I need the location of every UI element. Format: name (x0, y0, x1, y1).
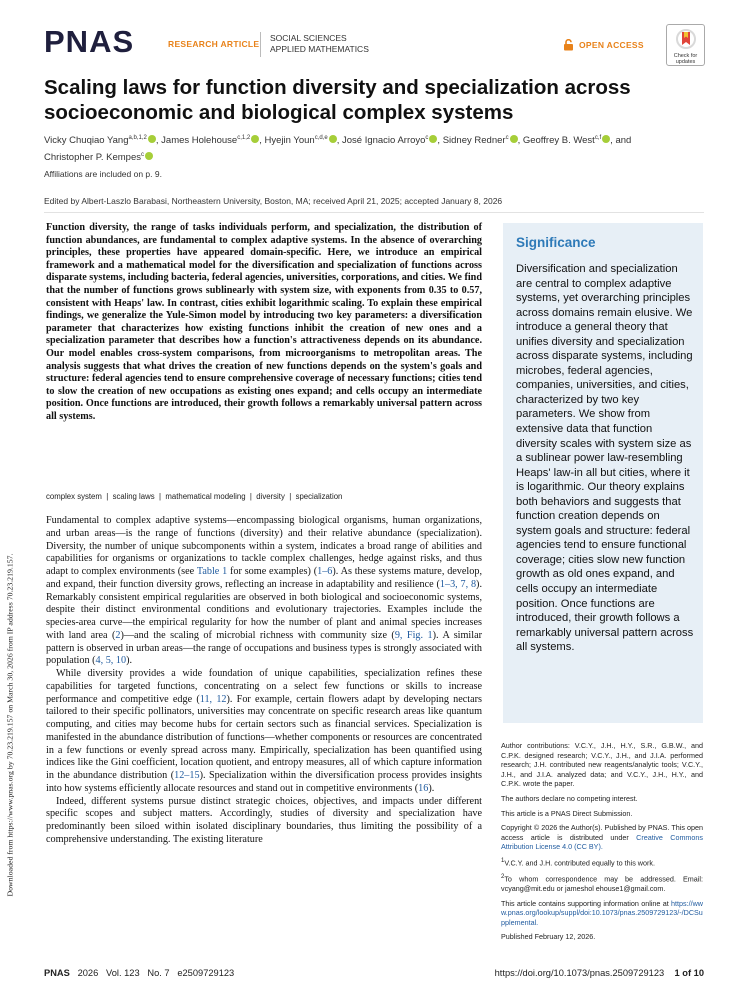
header-rule (44, 212, 704, 213)
keyword: diversity (256, 492, 285, 501)
body-text: Fundamental to complex adaptive systems—encompassing biological organisms, human organizations, and urban areas—is the range of functions (diversity) and their relative abundance (specialization). Diversity, the number of unique subcomponents within a system, indicates a broad range of abilities and capabilities for organisms or organizations to tackle complex challenges, hedge against risks, and thus adapt to complex environments (see (46, 515, 482, 577)
supporting-text: This article contains supporting information online at (501, 898, 672, 908)
footnote-2: $^2$To whom correspondence may be addressed. Email: vcyang@mit.edu or jameshol ehouse1@gmail.com. (501, 873, 703, 893)
keyword: complex system (46, 492, 102, 501)
reference-link[interactable]: 16 (418, 782, 429, 794)
author-name[interactable]: José Ignacio Arroyo (341, 135, 426, 147)
orcid-icon[interactable] (145, 152, 153, 160)
published-date: Published February 12, 2026. (501, 932, 596, 942)
author-list: Vicky Chuqiao Yang$^{a,b,1,2}$ , James Holehouse$^{c,1,2}$ , Hyejin Youn$^{c,d,e}$ , José Ignacio Arroyo$^c$ , Sidney Redner$^c$ , Geoffrey B. West$^{c,f}$ , and Christopher P. Kempes$^c$ (44, 135, 632, 164)
affiliations-note: Affiliations are included on p. 9. (44, 169, 162, 179)
keyword-separator: | (245, 492, 257, 501)
submission-note: This article is a PNAS Direct Submission. (501, 808, 633, 818)
footer-citation (44, 968, 234, 978)
body-paragraph (46, 796, 482, 847)
author-affiliation-marks: c (141, 152, 144, 159)
download-sidebar-text: Downloaded from https://www.pnas.org by 70.23.219.157 on March 30, 2026 from IP address 70.23.219.157. (5, 553, 14, 897)
body-text: Indeed, different systems pursue distinct strategic choices, objectives, and impacts under different specific scopes and subject matters. Accordingly, studies of diversity and specialization have predominantly been siloed within isolated disciplinary boundaries, thus limiting the possibility of a comprehensive understanding. The existing literature (46, 795, 482, 845)
copyright-text: Copyright © 2026 the Author(s). Published by PNAS. This open access article is distributed under (501, 823, 703, 842)
body-text: ). Remarkably consistent empirical regularities are observed in both biological and socioeconomic systems, despite their distinct environmental conditions and evolutionary trajectories. Examples include the species-area curve—the empirical regularity for how the number of plant and animal species increases with land area ( (46, 578, 482, 641)
download-sidebar (4, 490, 15, 960)
reference-link[interactable]: 12–15 (174, 770, 200, 781)
reference-link[interactable]: 9, Fig. 1 (394, 629, 433, 641)
body-text: ). A similar pattern is observed in urban areas—the range of occupations and business types is strongly associated with population ( (46, 629, 483, 667)
copyright-note (501, 823, 703, 852)
journal-logo[interactable]: PNAS (44, 24, 135, 59)
keyword-separator: | (101, 492, 113, 501)
keyword-separator: | (154, 492, 166, 501)
author-name[interactable]: Hyejin Youn (264, 135, 315, 147)
check-for-updates-label: Check for updates (673, 53, 698, 65)
orcid-icon[interactable] (251, 135, 259, 143)
body-text: ). (126, 655, 133, 667)
reference-link[interactable]: 2 (115, 629, 121, 641)
open-access-badge[interactable] (563, 39, 644, 51)
footnote-1: $^1$V.C.Y. and J.H. contributed equally to this work. (501, 857, 655, 868)
orcid-icon[interactable] (510, 135, 518, 143)
keyword: mathematical modeling (165, 492, 246, 501)
reference-link[interactable]: 1–3, 7, 8 (439, 578, 477, 590)
check-for-updates-button[interactable] (666, 24, 705, 66)
body-paragraph (46, 668, 482, 796)
footer-volume: 2026 Vol. 123 No. 7 e2509729123 (77, 968, 235, 978)
open-lock-icon (563, 39, 574, 51)
bookmark-icon (675, 28, 697, 52)
supporting-link[interactable]: https://www.pnas.org/lookup/suppl/doi:10.1073/pnas.2509729123/-/DCSupplemental. (501, 898, 703, 927)
body-text: ). For example, certain flowers adapt by developing nectars tailored to their specific pollinators, universities may concentrate on specific research areas like quantum computing, and cities may become hubs for certain sectors such as financial services. Specialization is manifested in the abundance distribution of functions—whether components or resources are concentrated in a few functions or evenly spread across many. Empirically, specialization has been quantified using indices like the Gini coefficient, location quotient, and entropy measures, all of which capture information in the abundance distribution ( (46, 693, 482, 781)
reference-link[interactable]: 11, 12 (199, 693, 227, 705)
header-divider (260, 32, 261, 57)
body-paragraph (46, 515, 482, 668)
orcid-icon[interactable] (329, 135, 337, 143)
author-affiliation-marks: c,d,e (314, 135, 328, 141)
author-affiliation-marks: c,f (594, 135, 602, 141)
footnote-1-text: V.C.Y. and J.H. contributed equally to this work. (504, 858, 655, 868)
reference-link[interactable]: 1–6 (317, 566, 333, 577)
license-link[interactable]: Creative Commons Attribution License 4.0 (CC BY). (501, 832, 704, 852)
author-contributions: Author contributions: V.C.Y., J.H., H.Y., S.R., G.B.W., and C.P.K. designed research; V.C.Y., J.H., and J.I.A. performed research; J.H. contributed new reagents/analytic tools; V.C.Y., J.H., and J.I.A. analyzed data; and V.C.Y., J.H., H.Y., and C.P.K. wrote the paper. (501, 741, 703, 789)
body-text: )—and the scaling of microbial richness with community size ( (120, 629, 395, 641)
keyword: scaling laws (112, 492, 155, 501)
body-text: ). As these systems mature, develop, and expand, their function diversity grows, reflecting an increase in adaptability and resilience ( (46, 566, 482, 590)
significance-title: Significance (516, 235, 596, 250)
footer-right (480, 968, 704, 978)
body-text: ). (428, 782, 435, 794)
orcid-icon[interactable] (148, 135, 156, 143)
competing-interest: The authors declare no competing interest. (501, 793, 638, 803)
author-affiliation-marks: c (505, 135, 509, 141)
open-access-label: OPEN ACCESS (579, 40, 644, 50)
edited-by: Edited by Albert-Laszlo Barabasi, Northeastern University, Boston, MA; received April 21, 2025; accepted January 8, 2026 (44, 196, 503, 206)
subject-item: SOCIAL SCIENCES (270, 33, 347, 43)
author-affiliation-marks: a,b,1,2 (128, 135, 147, 141)
author-name[interactable]: Sidney Redner (442, 135, 506, 147)
footer-doi-link[interactable]: https://doi.org/10.1073/pnas.2509729123 (494, 968, 665, 978)
author-name[interactable]: Vicky Chuqiao Yang (44, 135, 129, 147)
keyword-list (46, 492, 482, 501)
supporting-info (501, 899, 703, 928)
subject-item: APPLIED MATHEMATICS (270, 44, 369, 54)
author-name[interactable]: James Holehouse (161, 135, 238, 147)
author-affiliation-marks: c,1,2 (237, 135, 251, 141)
orcid-icon[interactable] (429, 135, 437, 143)
keyword: specialization (295, 492, 343, 501)
body-text: for some examples) ( (227, 566, 318, 577)
main-text (46, 515, 482, 847)
footer-journal: PNAS (44, 968, 70, 978)
body-text: While diversity provides a wide foundation of unique capabilities, specialization refines these capabilities for targeted functions, concentrating on a select few functions or skills to increase performance and competitive edge ( (46, 668, 482, 705)
author-affiliation-marks: c (425, 135, 429, 141)
article-type: RESEARCH ARTICLE (168, 39, 260, 49)
author-name[interactable]: Geoffrey B. West (522, 135, 595, 147)
footnote-2-text: To whom correspondence may be addressed. Email: vcyang@mit.edu or jameshol ehouse1@gmail.com. (501, 874, 703, 893)
body-text: ). Specialization within the diversification process provides insights into how systems efficiently allocate resources and stand out in competitive environments ( (46, 770, 483, 794)
subject-list (270, 33, 369, 55)
keyword-separator: | (284, 492, 296, 501)
author-name[interactable]: Christopher P. Kempes (44, 152, 141, 164)
article-notes (501, 741, 703, 947)
orcid-icon[interactable] (602, 135, 610, 143)
significance-text: Diversification and specialization are central to complex adaptive systems, yet overarching principles across domains remain elusive. We introduce a general theory that unifies diversity and specialization across disparate systems, including microbes, federal agencies, companies, universities, and cities, characterized by two key parameters. We show from extensive data that function diversity scales with system size as a sublinear power law-resembling Heaps' law-in all but cities, where it is logarithmic. Our theory explains both behaviors and suggests that function creation depends on system goals and structure: federal agencies tend to ensure functional coverage; cities slow new function growth as old ones expand, and cells occupy an intermediate position. Once functions are introduced, their growth follows a remarkably universal pattern across all systems. (516, 263, 694, 654)
reference-link[interactable]: 4, 5, 10 (95, 655, 127, 667)
reference-link[interactable]: Table 1 (196, 566, 228, 577)
footer-page: 1 of 10 (674, 968, 704, 978)
abstract: Function diversity, the range of tasks individuals perform, and specialization, the distribution of function abundances, are fundamental to complex adaptive systems. In the absence of overarching principles, these properties have appeared domain-specific. Here, we introduce an empirical framework and a mathematical model for the diversification and specialization of functions across disparate systems, including bacteria, federal agencies, universities, corporations, and cities. We find that the number of functions grows sublinearly with system size, with exponents from 0.35 to 0.57, consistent with Heaps' law. In contrast, cities exhibit logarithmic scaling. To explain these empirical findings, we generalize the Yule-Simon model by introducing two key parameters: a diversification parameter that characterizes how existing functions inhibit the creation of new ones and a specialization parameter that describes how a function's attractiveness depends on its abundance. Our model enables cross-system comparisons, from microorganisms to metropolitan areas. The analysis suggests that what drives the creation of new functions depends on the system's goals and structure: federal agencies tend to ensure comprehensive coverage of necessary functions; cities tend to slow the creation of new occupations as existing ones expand; and cells occupy an intermediate position. Once functions are introduced, their growth follows a remarkably universal pattern across all systems. (46, 222, 482, 422)
article-title: Scaling laws for function diversity and specialization across socioeconomic and biological complex systems (44, 76, 631, 124)
